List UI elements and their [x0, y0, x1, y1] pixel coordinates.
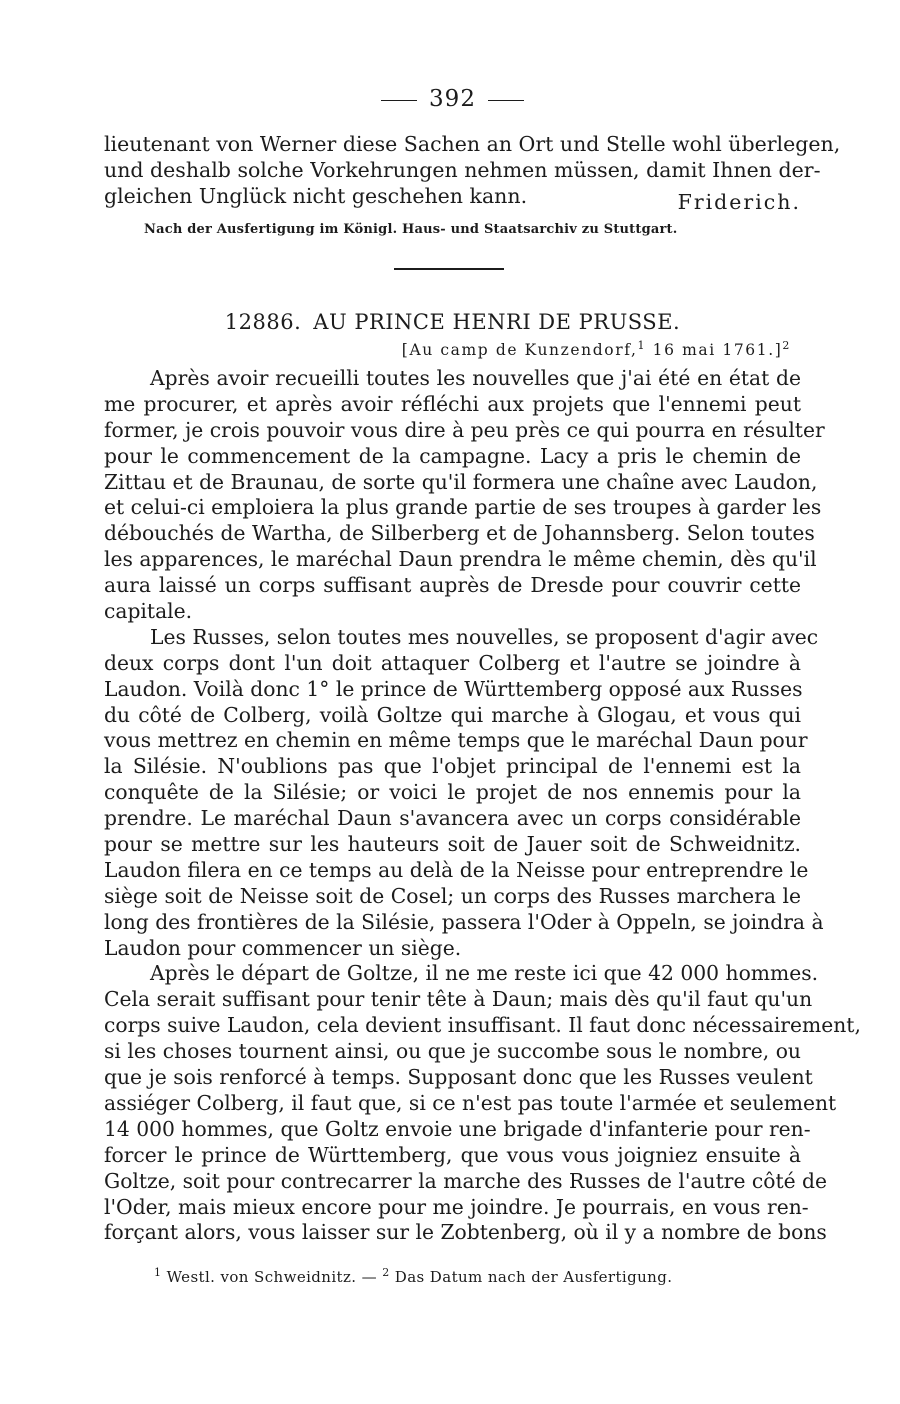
- body-line: Laudon filera en ce temps au delà de la Neisse pour entreprendre le: [104, 857, 809, 882]
- body-line: du côté de Colberg, voilà Goltze qui marche à Glogau, et vous qui: [104, 702, 801, 727]
- letter-dateline: [401, 338, 791, 359]
- footnote-mark-1: 1: [154, 1266, 162, 1279]
- body-line: Zittau et de Braunau, de sorte qu'il formera une chaîne avec Laudon,: [104, 469, 818, 494]
- body-line: Laudon pour commencer un siège.: [104, 935, 462, 960]
- footnote-1: Westl. von Schweidnitz. —: [161, 1268, 383, 1286]
- body-line: aura laissé un corps suffisant auprès de Dresde pour couvrir cette: [104, 573, 801, 598]
- body-line: la Silésie. N'oublions pas que l'objet principal de l'ennemi est la: [104, 754, 801, 779]
- body-line: long des frontières de la Silésie, passera l'Oder à Oppeln, se joindra à: [104, 909, 824, 934]
- body-line: deux corps dont l'un doit attaquer Colberg et l'autre se joindre à: [104, 650, 801, 675]
- signature: Friderich.: [677, 190, 801, 214]
- footnote-mark-2: 2: [382, 1266, 390, 1279]
- body-line: capitale.: [104, 599, 193, 624]
- body-line: et celui-ci emploiera la plus grande partie de ses troupes à garder les: [104, 495, 822, 520]
- body-line: pour le commencement de la campagne. Lacy a pris le chemin de: [104, 443, 801, 468]
- body-line: siège soit de Neisse soit de Cosel; un corps des Russes marchera le: [104, 883, 801, 908]
- body-line: assiéger Colberg, il faut que, si ce n'est pas toute l'armée et seulement: [104, 1090, 837, 1115]
- body-line: forcer le prince de Württemberg, que vous vous joigniez ensuite à: [104, 1142, 801, 1167]
- carry-over-line: und deshalb solche Vorkehrungen nehmen müssen, damit Ihnen der-: [104, 158, 821, 182]
- letter-body: [104, 366, 861, 1246]
- body-line: débouchés de Wartha, de Silberberg et de Johannsberg. Selon toutes: [104, 521, 815, 546]
- body-line: Laudon. Voilà donc 1° le prince de Württemberg opposé aux Russes: [104, 676, 803, 701]
- footnote-2: Das Datum nach der Ausfertigung.: [389, 1268, 673, 1286]
- letter-title: AU PRINCE HENRI DE PRUSSE.: [313, 310, 681, 334]
- body-line: pour se mettre sur les hauteurs soit de Jauer soit de Schweidnitz.: [104, 832, 801, 857]
- letter-number: 12886.: [224, 310, 302, 334]
- body-line: l'Oder, mais mieux encore pour me joindre. Je pourrais, en vous ren-: [104, 1194, 809, 1219]
- letter-heading: [104, 310, 801, 334]
- body-line: prendre. Le maréchal Daun s'avancera avec un corps considérable: [104, 806, 801, 831]
- dateline-place: [Au camp de Kunzendorf,: [401, 341, 638, 359]
- body-line: Cela serait suffisant pour tenir tête à Daun; mais dès qu'il faut qu'un: [104, 987, 813, 1012]
- body-line: forçant alors, vous laisser sur le Zobtenberg, où il y a nombre de bons: [104, 1220, 827, 1245]
- body-line: me procurer, et après avoir réfléchi aux projets que l'ennemi peut: [104, 391, 801, 416]
- body-line: vous mettrez en chemin en même temps que le maréchal Daun pour: [104, 728, 808, 753]
- page-number: 392: [429, 86, 476, 112]
- footnote-ref-2: 2: [782, 338, 791, 352]
- carry-over-last-line: [104, 183, 801, 214]
- body-line: Après avoir recueilli toutes les nouvelles que j'ai été en état de: [150, 366, 801, 390]
- body-line: 14 000 hommes, que Goltz envoie une brigade d'infanterie pour ren-: [104, 1116, 811, 1141]
- carry-over-line: gleichen Unglück nicht geschehen kann.: [104, 184, 528, 208]
- page-header: [104, 86, 801, 112]
- footnotes: [154, 1268, 672, 1286]
- body-line: Goltze, soit pour contrecarrer la marche des Russes de l'autre côté de: [104, 1168, 828, 1193]
- body-line: corps suive Laudon, cela devient insuffisant. Il faut donc nécessairement,: [104, 1013, 861, 1038]
- body-line: si les choses tournent ainsi, ou que je succombe sous le nombre, ou: [104, 1039, 801, 1064]
- body-line: les apparences, le maréchal Daun prendra le même chemin, dès qu'il: [104, 547, 817, 572]
- body-line: former, je crois pouvoir vous dire à peu près ce qui pourra en résulter: [104, 417, 825, 442]
- header-dash-left: [381, 100, 417, 101]
- body-line: Les Russes, selon toutes mes nouvelles, se proposent d'agir avec: [150, 624, 819, 649]
- body-line: Après le départ de Goltze, il ne me reste ici que 42 000 hommes.: [150, 961, 819, 986]
- source-note: Nach der Ausfertigung im Königl. Haus- und Staatsarchiv zu Stuttgart.: [144, 222, 678, 237]
- dateline-date: 16 mai 1761.]: [646, 341, 783, 359]
- footnote-ref-1: 1: [637, 338, 647, 352]
- carry-over-paragraph: [104, 131, 841, 214]
- body-line: conquête de la Silésie; or voici le projet de nos ennemis pour la: [104, 780, 801, 805]
- section-divider: [394, 268, 504, 270]
- carry-over-line: lieutenant von Werner diese Sachen an Ort und Stelle wohl überlegen,: [104, 132, 841, 156]
- header-dash-right: [488, 100, 524, 101]
- body-line: que je sois renforcé à temps. Supposant donc que les Russes veulent: [104, 1065, 813, 1090]
